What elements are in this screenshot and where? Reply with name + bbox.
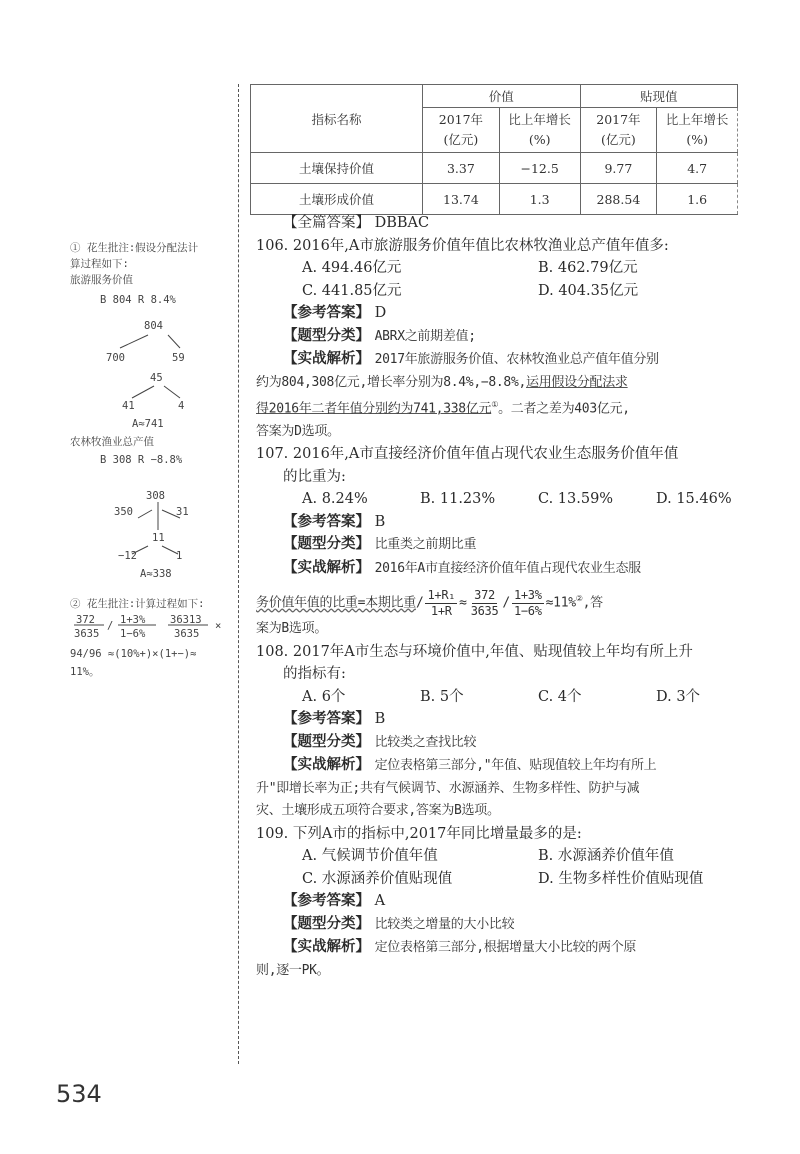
question-106-options-cd bbox=[256, 280, 756, 303]
question-109-options-cd bbox=[256, 868, 756, 891]
cell-growth: −12.5 bbox=[499, 153, 580, 184]
note-2-line-3: 11%。 bbox=[70, 666, 100, 678]
option-b: B. 11.23% bbox=[420, 491, 496, 508]
option-b: B. 462.79亿元 bbox=[538, 260, 638, 276]
tree-2-left: 350 bbox=[114, 506, 133, 518]
page-number: 534 bbox=[56, 1080, 102, 1108]
question-106-stem: 106. 2016年,A市旅游服务价值年值比农林牧渔业总产值年值多: bbox=[256, 237, 669, 254]
table-row bbox=[251, 153, 738, 184]
option-c: C. 441.85亿元 bbox=[302, 282, 402, 299]
type-109: 【题型分类】 比较类之增量的大小比较 bbox=[283, 915, 515, 932]
cell-value: 13.74 bbox=[423, 184, 500, 215]
analysis-108-line2: 升"即增长率为正;共有气候调节、水源涵养、生物多样性、防护与减 bbox=[256, 780, 640, 796]
header-value: 价值 bbox=[423, 85, 580, 108]
answer-109: 【参考答案】 A bbox=[283, 893, 386, 910]
indicator-table bbox=[250, 84, 738, 215]
option-d: D. 3个 bbox=[656, 688, 701, 705]
cell-discount-growth: 4.7 bbox=[657, 153, 738, 184]
header-year: 2017年 (亿元) bbox=[423, 108, 500, 153]
answer-108: 【参考答案】 B bbox=[283, 711, 386, 728]
tree-1-left-2: 41 bbox=[122, 400, 135, 412]
note-1-label-2: 农林牧渔业总产值 bbox=[70, 436, 154, 448]
analysis-106-line3: 得2016年二者年值分别约为741,338亿元①。二者之差为403亿元, bbox=[256, 400, 630, 417]
question-106-options-ab bbox=[256, 257, 756, 280]
note-2-frac-3-den: 3635 bbox=[174, 628, 200, 640]
cell-growth: 1.3 bbox=[499, 184, 580, 215]
analysis-106-line2: 约为804,308亿元,增长率分别为8.4%,−8.8%,运用假设分配法求 bbox=[256, 374, 628, 390]
option-d: D. 404.35亿元 bbox=[538, 282, 639, 299]
option-a: A. 6个 bbox=[302, 688, 346, 705]
fraction: $\frac{\text{1+R₁}}{1+R}$ bbox=[427, 587, 456, 618]
cell-name: 土壤保持价值 bbox=[251, 153, 423, 184]
option-c: C. 13.59% bbox=[538, 491, 614, 508]
cell-discount: 288.54 bbox=[580, 184, 657, 215]
note-2-title: ② 花生批注:计算过程如下: bbox=[70, 598, 205, 610]
answer-value: D bbox=[374, 305, 387, 321]
question-108-options bbox=[256, 686, 756, 709]
tree-2-root: 308 bbox=[146, 490, 165, 502]
analysis-106 bbox=[256, 348, 756, 372]
header-indicator-name: 指标名称 bbox=[251, 85, 423, 153]
question-107-options bbox=[256, 488, 756, 511]
tree-2-head: B 308 R −8.8% bbox=[100, 454, 183, 466]
option-c: C. 4个 bbox=[538, 688, 582, 705]
analysis-107-formula: 务价值年值的比重=本期比重/ $\frac{\text{1+R₁}}{1+R}$ ≈ $\frac{372}{3635}$ / $\frac{1+3\%}{1-6\%}$ ≈11%②,答 bbox=[256, 587, 603, 618]
label-analysis: 【实战解析】 bbox=[283, 351, 370, 367]
tree-2-right: 31 bbox=[176, 506, 189, 518]
all-answers: 【全篇答案】 DBBAC bbox=[283, 215, 430, 231]
analysis-108-line3: 灾、土壤形成五项符合要求,答案为B选项。 bbox=[256, 803, 500, 819]
analysis-107: 【实战解析】 2016年A市直接经济价值年值占现代农业生态服 bbox=[283, 559, 641, 576]
analysis-108: 【实战解析】 定位表格第三部分,"年值、贴现值较上年均有所上 bbox=[283, 757, 657, 774]
cell-discount-growth: 1.6 bbox=[657, 184, 738, 215]
cell-value: 3.37 bbox=[423, 153, 500, 184]
option-b: B. 5个 bbox=[420, 688, 464, 705]
question-107-stem-2: 的比重为: bbox=[283, 468, 346, 485]
answer-106 bbox=[256, 302, 756, 325]
type-107: 【题型分类】 比重类之前期比重 bbox=[283, 536, 477, 553]
option-d: D. 生物多样性价值贴现值 bbox=[538, 870, 704, 887]
tree-2-result: A≈338 bbox=[140, 568, 172, 580]
label-ref: 【参考答案】 bbox=[283, 305, 370, 321]
fraction: $\frac{372}{3635}$ bbox=[470, 587, 499, 618]
note-2-times: × bbox=[215, 620, 222, 632]
option-a: A. 494.46亿元 bbox=[302, 260, 402, 276]
type-value: ABRX之前期差值; bbox=[374, 328, 476, 344]
answer-107: 【参考答案】 B bbox=[283, 513, 386, 530]
note-1-title: ① 花生批注:假设分配法计 bbox=[70, 242, 199, 254]
label-type: 【题型分类】 bbox=[283, 327, 370, 344]
tree-1-right: 59 bbox=[172, 352, 185, 364]
option-a: A. 气候调节价值年值 bbox=[302, 848, 438, 865]
question-107-stem: 107. 2016年,A市直接经济价值年值占现代农业生态服务价值年值 bbox=[256, 446, 679, 463]
type-106 bbox=[256, 325, 756, 349]
tree-1-right-2: 4 bbox=[178, 400, 185, 412]
tree-2-right-2: 1 bbox=[176, 550, 183, 562]
header-discount: 贴现值 bbox=[580, 85, 737, 108]
tree-1-result: A≈741 bbox=[132, 418, 164, 430]
note-2-frac-1-num: 372 bbox=[76, 614, 95, 626]
analysis-106-line4: 答案为D选项。 bbox=[256, 423, 340, 439]
cell-discount: 9.77 bbox=[580, 153, 657, 184]
header-growth-2: 比上年增长 (%) bbox=[657, 108, 738, 153]
option-d: D. 15.46% bbox=[656, 491, 732, 508]
note-2-frac-2-den: 1−6% bbox=[120, 628, 146, 640]
note-2-frac-3-num: 36313 bbox=[170, 614, 202, 626]
note-2-frac-2-num: 1+3% bbox=[120, 614, 146, 626]
analysis-text: 2017年旅游服务价值、农林牧渔业总产值年值分别 bbox=[374, 352, 659, 367]
tree-1-left: 700 bbox=[106, 352, 125, 364]
tree-1-head: B 804 R 8.4% bbox=[100, 294, 176, 306]
tree-1-root: 804 bbox=[144, 320, 163, 332]
question-109-options-ab bbox=[256, 845, 756, 868]
analysis-107-line3: 案为B选项。 bbox=[256, 621, 328, 637]
tree-1-mid: 45 bbox=[150, 372, 163, 384]
note-1-label: 旅游服务价值 bbox=[70, 274, 133, 286]
question-109-stem: 109. 下列A市的指标中,2017年同比增量最多的是: bbox=[256, 825, 582, 842]
note-2-slash: / bbox=[107, 620, 114, 632]
option-a: A. 8.24% bbox=[302, 491, 368, 508]
type-108: 【题型分类】 比较类之查找比较 bbox=[283, 733, 477, 750]
analysis-109: 【实战解析】 定位表格第三部分,根据增量大小比较的两个原 bbox=[283, 939, 637, 956]
margin-divider bbox=[238, 84, 239, 1064]
question-108-stem: 108. 2017年A市生态与环境价值中,年值、贴现值较上年均有所上升 bbox=[256, 643, 693, 660]
note-2-frac-1-den: 3635 bbox=[74, 628, 100, 640]
analysis-109-line2: 则,逐一PK。 bbox=[256, 962, 330, 978]
tree-2-left-2: −12 bbox=[118, 550, 137, 562]
fraction: $\frac{1+3\%}{1-6\%}$ bbox=[513, 587, 542, 618]
header-year-2: 2017年 (亿元) bbox=[580, 108, 657, 153]
note-1-subtitle: 算过程如下: bbox=[70, 258, 129, 270]
option-b: B. 水源涵养价值年值 bbox=[538, 848, 674, 865]
main-text bbox=[256, 212, 756, 982]
option-c: C. 水源涵养价值贴现值 bbox=[302, 870, 453, 887]
question-108-stem-2: 的指标有: bbox=[283, 666, 346, 683]
note-2-line-2: 94/96 ≈(10%+)×(1+−)≈ bbox=[70, 648, 197, 660]
table-row bbox=[251, 184, 738, 215]
tree-2-mid: 11 bbox=[152, 532, 165, 544]
header-growth: 比上年增长 (%) bbox=[499, 108, 580, 153]
cell-name: 土壤形成价值 bbox=[251, 184, 423, 215]
